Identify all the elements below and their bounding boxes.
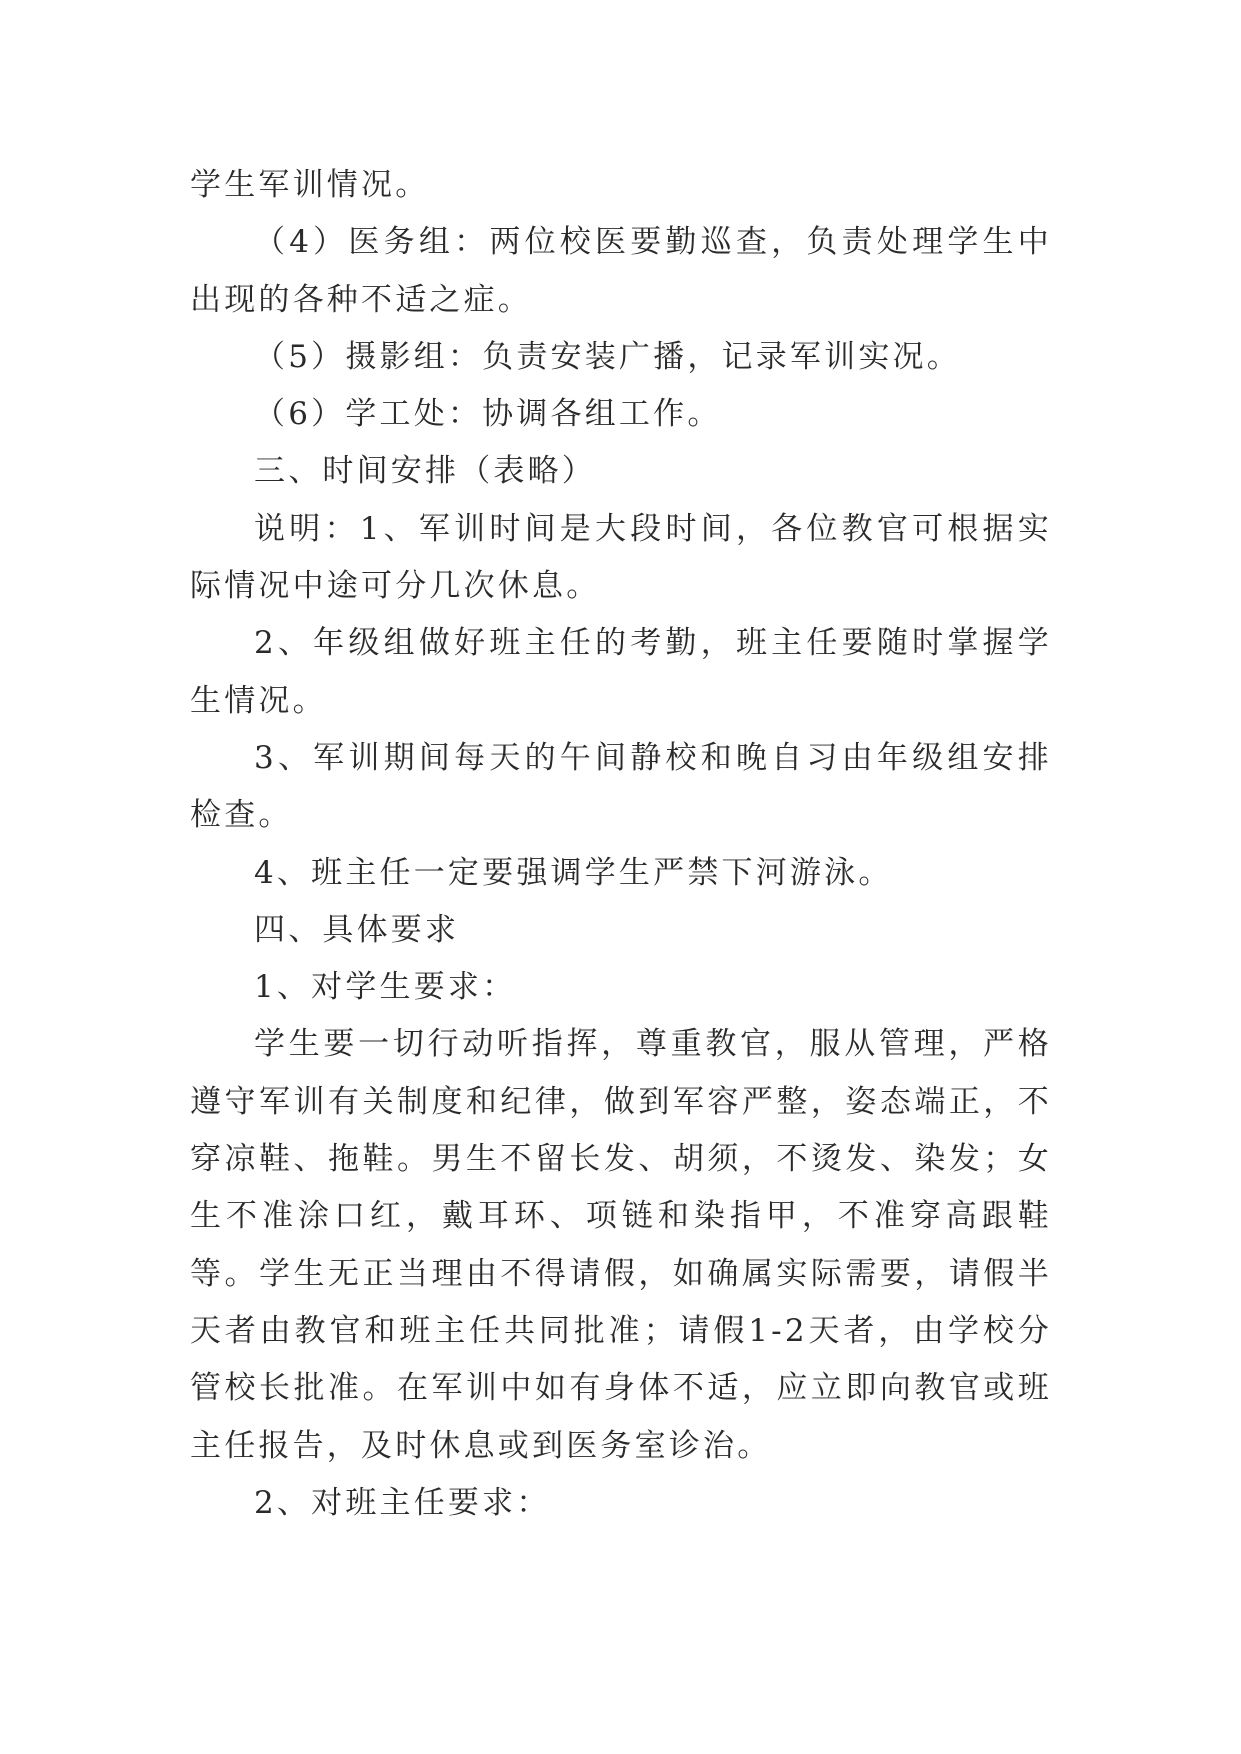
section-heading: 四、具体要求 (254, 911, 460, 948)
paragraph: 3、军训期间每天的午间静校和晚自习由年级组安排检查。 (190, 739, 1052, 834)
paragraph: 学生要一切行动听指挥，尊重教官，服从管理，严格遵守军训有关制度和纪律，做到军容严整，姿态端正，不穿凉鞋、拖鞋。男生不留长发、胡须，不烫发、染发；女生不准涂口红，戴耳环、项链和染指甲，不准穿高跟鞋等。学生无正当理由不得请假，如确属实际需要，请假半天者由教官和班主任共同批准；请假1-2天者，由学校分管校长批准。在军训中如有身体不适，应立即向教官或班主任报告，及时休息或到医务室诊治。 (190, 1026, 1052, 1464)
document-body (190, 157, 1052, 1532)
section-heading: 三、时间安排（表略） (254, 453, 596, 490)
subsection-heading: 1、对学生要求： (254, 969, 517, 1006)
paragraph: 2、年级组做好班主任的考勤，班主任要随时掌握学生情况。 (190, 625, 1052, 719)
subsection-heading: 2、对班主任要求： (254, 1484, 551, 1521)
paragraph: 4、班主任一定要强调学生严禁下河游泳。 (254, 854, 893, 891)
paragraph: 学生军训情况。 (190, 167, 430, 203)
paragraph: （6）学工处：协调各组工作。 (254, 396, 722, 433)
paragraph: （4）医务组：两位校医要勤巡查，负责处理学生中出现的各种不适之症。 (190, 224, 1052, 318)
paragraph: 说明：1、军训时间是大段时间，各位教官可根据实际情况中途可分几次休息。 (190, 510, 1052, 605)
paragraph: （5）摄影组：负责安装广播，记录军训实况。 (254, 338, 961, 375)
